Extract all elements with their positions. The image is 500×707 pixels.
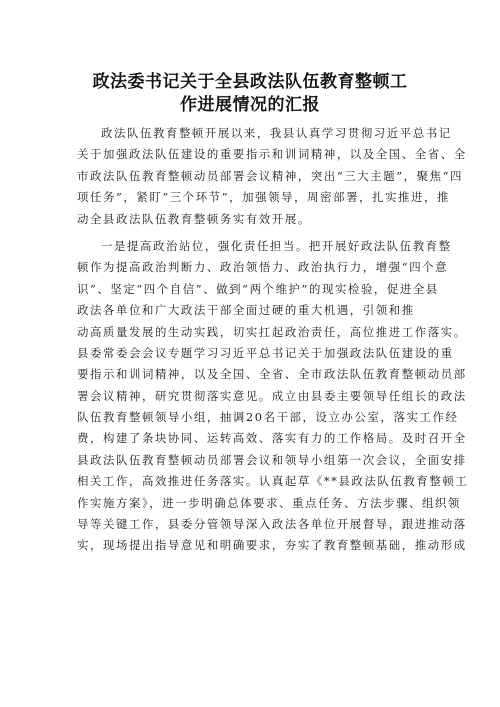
body-line: 市政法队伍教育整顿动员部署会议精神，突出“三大主题”，聚焦“四 [77,168,464,183]
body-line: 一是提高政治站位，强化责任担当。把开展好政法队伍教育整 [101,238,452,253]
body-line: 实，现场提出指导意见和明确要求，夯实了教育整顿基础，推动形成 [77,538,467,553]
document-title-line-2: 作进展情况的汇报 [180,95,320,115]
body-line: 署会议精神，研究贯彻落实意见。成立由县委主要领导任组长的政法 [77,388,467,403]
document-title-line-1: 政法委书记关于全县政法队伍教育整顿工 [92,72,408,92]
body-line: 动全县政法队伍教育整顿务实有效开展。 [77,211,311,226]
body-line: 项任务”，紧盯“三个环节”，加强领导，周密部署，扎实推进，推 [77,190,451,205]
body-line: 要指示和训词精神，以及全国、全省、全市政法队伍教育整顿动员部 [77,367,467,382]
body-line: 政法队伍教育整顿开展以来，我县认真学习贯彻习近平总书记 [101,126,452,140]
body-line: 政法各单位和广大政法干部全面过硬的重大机遇，引领和推 [77,303,415,318]
body-line: 导等关键工作，县委分管领导深入政法各单位开展督导，跟进推动落 [77,517,467,532]
body-line: 县政法队伍教育整顿动员部署会议和领导小组第一次会议，全面安排 [77,452,467,467]
body-line: 队伍教育整顿领导小组，抽调20名干部，设立办公室，落实工作经 [77,410,459,425]
paragraph-intro [77,123,467,230]
body-line: 相关工作，高效推进任务落实。认真起草《**县政法队伍教育整顿工 [77,474,469,489]
document-body [77,123,469,557]
body-line: 作实施方案》，进一步明确总体要求、重点任务、方法步骤、组织领 [77,495,462,510]
body-line: 费，构建了条块协同、运转高效、落实有力的工作格局。及时召开全 [77,431,467,446]
body-line: 动高质量发展的生动实践，切实扛起政治责任，高位推进工作落实。 [77,324,467,339]
body-line: 县委常委会会议专题学习习近平总书记关于加强政法队伍建设的重 [77,345,454,360]
body-line: 识”、坚定“四个自信”、做到“两个维护”的现实检验，促进全县 [77,281,439,296]
body-line: 顿作为提高政治判断力、政治领悟力、政治执行力，增强“四个意 [77,260,449,275]
paragraph-political-position [77,236,469,557]
body-line: 关于加强政法队伍建设的重要指示和训词精神，以及全国、全省、全 [77,147,467,162]
